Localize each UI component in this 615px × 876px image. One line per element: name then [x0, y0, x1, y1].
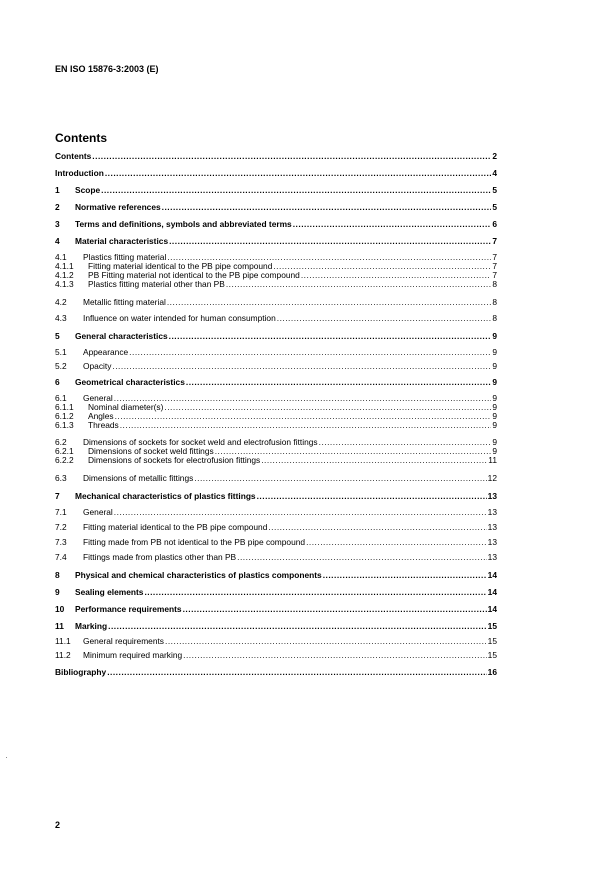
dot-leader: [162, 202, 492, 212]
toc-entry-page: 15: [487, 636, 497, 646]
toc-entry-title: Bibliography: [55, 667, 107, 677]
dot-leader: [183, 650, 487, 660]
toc-entry-page: 14: [487, 587, 497, 597]
toc-entry-page: 15: [487, 621, 497, 631]
toc-entry-number: 11.2: [55, 650, 71, 660]
toc-entry-page: 9: [492, 420, 497, 430]
toc-entry-title: Terms and definitions, symbols and abbreviated terms: [75, 219, 292, 229]
dot-leader: [92, 151, 491, 161]
toc-entry-page: 14: [487, 570, 497, 580]
toc-entry-title: General characteristics: [75, 331, 168, 341]
toc-entry-page: 7: [492, 236, 497, 246]
toc-entry-title: Fittings made from plastics other than PB: [83, 552, 237, 562]
toc-entry-title: Nominal diameter(s): [88, 402, 164, 412]
toc-entry-page: 13: [487, 552, 497, 562]
toc-entry-number: 5.1: [55, 347, 67, 357]
toc-entry-title: Minimum required marking: [83, 650, 183, 660]
toc-entry-number: 6.2.1: [55, 446, 74, 456]
dot-leader: [167, 297, 491, 307]
toc-entry-page: 16: [487, 667, 497, 677]
dot-leader: [108, 621, 487, 631]
toc-entry-number: 8: [55, 570, 60, 580]
toc-entry-number: 4.1.1: [55, 261, 74, 271]
toc-entry-number: 5.2: [55, 361, 67, 371]
toc-entry-page: 13: [487, 537, 497, 547]
toc-entry-page: 13: [487, 522, 497, 532]
toc-entry[interactable]: [55, 313, 497, 323]
dot-leader: [165, 636, 487, 646]
toc-entry-page: 8: [492, 313, 497, 323]
toc-entry-number: 6.1: [55, 393, 67, 403]
toc-entry[interactable]: [55, 361, 497, 371]
dot-leader: [120, 420, 492, 430]
toc-entry-number: 6: [55, 377, 60, 387]
toc-entry-number: 6.2.2: [55, 455, 74, 465]
dot-leader: [306, 537, 487, 547]
toc-entry-page: 9: [492, 446, 497, 456]
toc-entry-page: 5: [492, 185, 497, 195]
toc-entry[interactable]: [55, 297, 497, 307]
toc-entry[interactable]: [55, 522, 497, 532]
toc-entry-title: Contents: [55, 151, 92, 161]
toc-entry-title: Fitting material identical to the PB pipe compound: [83, 522, 268, 532]
toc-entry[interactable]: [55, 420, 497, 430]
toc-entry-title: Dimensions of sockets for electrofusion fittings: [88, 455, 261, 465]
toc-entry-number: 3: [55, 219, 60, 229]
toc-entry-number: 2: [55, 202, 60, 212]
toc-entry[interactable]: [55, 604, 497, 614]
toc-entry-number: 11: [55, 621, 64, 631]
toc-entry-number: 1: [55, 185, 60, 195]
dot-leader: [261, 455, 487, 465]
toc-entry[interactable]: [55, 455, 497, 465]
toc-entry-title: Influence on water intended for human consumption: [83, 313, 276, 323]
toc-entry-title: PB Fitting material not identical to the PB pipe compound: [88, 270, 300, 280]
toc-entry-title: General: [83, 393, 113, 403]
toc-entry-number: 7.1: [55, 507, 67, 517]
dot-leader: [107, 667, 486, 677]
toc-entry-number: 9: [55, 587, 60, 597]
toc-entry-page: 7: [492, 261, 497, 271]
toc-entry-page: 7: [492, 252, 497, 262]
toc-entry-page: 14: [487, 604, 497, 614]
toc-entry[interactable]: [55, 570, 497, 580]
toc-entry-page: 13: [487, 507, 497, 517]
toc-entry[interactable]: [55, 587, 497, 597]
toc-entry[interactable]: [55, 347, 497, 357]
toc-entry[interactable]: [55, 552, 497, 562]
toc-entry-title: Performance requirements: [75, 604, 182, 614]
toc-entry[interactable]: [55, 219, 497, 229]
toc-entry-number: 6.1.2: [55, 411, 74, 421]
toc-entry-number: 4: [55, 236, 60, 246]
toc-entry-number: 6.3: [55, 473, 67, 483]
toc-entry[interactable]: [55, 507, 497, 517]
toc-entry-title: General requirements: [83, 636, 164, 646]
toc-entry-number: 7: [55, 491, 60, 501]
dot-leader: [144, 587, 486, 597]
dot-leader: [112, 361, 491, 371]
toc-entry-title: Dimensions of socket weld fittings: [88, 446, 214, 456]
toc-entry-number: 4.2: [55, 297, 67, 307]
dot-leader: [129, 347, 491, 357]
toc-entry-title: Normative references: [75, 202, 161, 212]
toc-entry-title: Angles: [88, 411, 114, 421]
dot-leader: [323, 570, 487, 580]
toc-entry-number: 5: [55, 331, 60, 341]
toc-entry-number: 4.1.3: [55, 279, 74, 289]
toc-entry[interactable]: [55, 667, 497, 677]
toc-entry-page: 8: [492, 279, 497, 289]
toc-entry-title: Plastics fitting material: [83, 252, 167, 262]
toc-entry-number: 6.2: [55, 437, 67, 447]
toc-entry-number: 11.1: [55, 636, 71, 646]
dot-leader: [277, 313, 492, 323]
toc-entry-page: 9: [492, 402, 497, 412]
toc-entry-number: 10: [55, 604, 65, 614]
toc-entry[interactable]: [55, 650, 497, 660]
dot-leader: [101, 185, 491, 195]
toc-entry-page: 9: [492, 361, 497, 371]
toc-entry-page: 9: [492, 393, 497, 403]
toc-entry-number: 7.4: [55, 552, 67, 562]
toc-entry-page: 13: [487, 491, 497, 501]
toc-entry[interactable]: [55, 236, 497, 246]
toc-entry-title: Appearance: [83, 347, 129, 357]
dot-leader: [194, 473, 486, 483]
dot-leader: [183, 604, 487, 614]
toc-entry[interactable]: [55, 331, 497, 341]
toc-entry-title: Metallic fitting material: [83, 297, 166, 307]
toc-entry-number: 6.1.1: [55, 402, 74, 412]
toc-entry-page: 9: [492, 347, 497, 357]
toc-entry-page: 4: [492, 168, 497, 178]
toc-entry-page: 9: [492, 437, 497, 447]
toc-entry-title: Marking: [75, 621, 108, 631]
page-number: 2: [55, 820, 61, 830]
dot-leader: [186, 377, 491, 387]
toc-entry-number: 4.3: [55, 313, 67, 323]
toc-entry-title: Fitting material identical to the PB pipe compound: [88, 261, 273, 271]
toc-entry-page: 5: [492, 202, 497, 212]
toc-entry-title: Dimensions of sockets for socket weld and electrofusion fittings: [83, 437, 318, 447]
toc-entry-page: 9: [492, 331, 497, 341]
toc-entry[interactable]: [55, 491, 497, 501]
toc-entry-page: 2: [492, 151, 497, 161]
dot-leader: [169, 236, 491, 246]
toc-entry-title: Fitting made from PB not identical to the PB pipe compound: [83, 537, 306, 547]
dot-leader: [268, 522, 486, 532]
scan-speck: [6, 757, 7, 758]
toc-entry-page: 12: [487, 473, 497, 483]
toc-entry[interactable]: [55, 168, 497, 178]
toc-entry-title: Introduction: [55, 168, 104, 178]
toc-entry[interactable]: [55, 473, 497, 483]
toc-entry-title: Material characteristics: [75, 236, 169, 246]
toc-entry-page: 15: [487, 650, 497, 660]
toc-entry-title: Mechanical characteristics of plastics fittings: [75, 491, 256, 501]
toc-entry[interactable]: [55, 621, 497, 631]
toc-entry-number: 7.3: [55, 537, 67, 547]
toc-entry[interactable]: [55, 185, 497, 195]
toc-entry-page: 11: [488, 455, 497, 465]
dot-leader: [105, 168, 491, 178]
toc-entry-title: Plastics fitting material other than PB: [88, 279, 225, 289]
toc-entry-title: Sealing elements: [75, 587, 144, 597]
contents-heading: Contents: [55, 131, 107, 145]
toc-entry-title: General: [83, 507, 113, 517]
dot-leader: [237, 552, 487, 562]
toc-entry-number: 6.1.3: [55, 420, 74, 430]
toc-entry-title: Physical and chemical characteristics of plastics components: [75, 570, 322, 580]
dot-leader: [169, 331, 492, 341]
toc-entry-page: 9: [492, 411, 497, 421]
toc-entry-title: Geometrical characteristics: [75, 377, 185, 387]
toc-entry[interactable]: [55, 537, 497, 547]
dot-leader: [293, 219, 492, 229]
toc-entry-number: 4.1: [55, 252, 67, 262]
toc-entry[interactable]: [55, 636, 497, 646]
toc-entry[interactable]: [55, 151, 497, 161]
toc-entry[interactable]: [55, 279, 497, 289]
toc-entry-title: Dimensions of metallic fittings: [83, 473, 194, 483]
toc-entry-number: 4.1.2: [55, 270, 74, 280]
toc-entry[interactable]: [55, 377, 497, 387]
dot-leader: [226, 279, 491, 289]
toc-entry-page: 6: [492, 219, 497, 229]
toc-entry-number: 7.2: [55, 522, 67, 532]
toc-entry-title: Threads: [88, 420, 119, 430]
toc-entry-title: Opacity: [83, 361, 112, 371]
toc-entry[interactable]: [55, 202, 497, 212]
dot-leader: [257, 491, 487, 501]
toc-entry-page: 9: [492, 377, 497, 387]
dot-leader: [114, 507, 487, 517]
toc-entry-page: 8: [492, 297, 497, 307]
toc-entry-title: Scope: [75, 185, 101, 195]
toc-entry-page: 7: [492, 270, 497, 280]
document-id-header: EN ISO 15876-3:2003 (E): [55, 64, 159, 74]
